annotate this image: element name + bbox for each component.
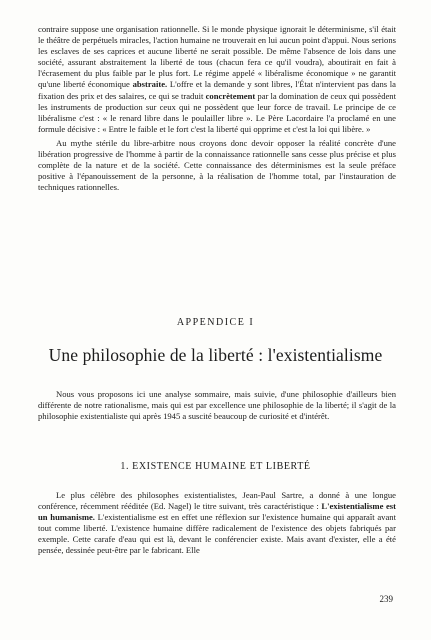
chapter-title: Une philosophie de la liberté : l'existentialisme	[48, 345, 383, 365]
page-number: 239	[379, 594, 393, 604]
paragraph-liberation: Au mythe stérile du libre-arbitre nous croyons donc devoir opposer la réalité concrète d'une libération progressive de l'homme à partir de la connaissance rationnelle sans cesse plus précise et plus complète de la nature et de la société. Cette connaissance des déterminismes est la seule préface positive à l'épanouissement de la personne, à la réalisation de l'homme total, par l'instauration de techniques rationnelles.	[38, 137, 396, 193]
paragraph-determinism	[38, 24, 396, 135]
text-span: L'offre et la demande y sont libres, l'État n'intervient pas dans la fixation des prix et des salaires, ce qui se traduit	[38, 79, 396, 101]
appendix-label: APPENDICE I	[176, 317, 255, 328]
text-span: L'existentialisme est en effet une réflexion sur l'existence humaine qui apparaît avant tout comme liberté. L'existence humaine diffère radicalement de l'existence des objets fabriqués par exemple. Cette carafe d'eau qui est là, devant le conférencier existe. Mais avant d'exister, elle a été pensée, dessinée peut-être par le fabricant. Elle	[38, 512, 396, 556]
text-span: Le plus célèbre des philosophes existentialistes, Jean-Paul Sartre, a donné à une longue conférence, récemment rééditée (Ed. Nagel) le titre suivant, très caractéristique :	[38, 490, 396, 512]
bold-text: concrètement	[205, 90, 256, 101]
section-paragraph	[38, 490, 396, 557]
bold-text: L'existentialisme est un humanisme.	[38, 501, 396, 523]
bold-text: abstraite.	[132, 79, 168, 90]
intro-block	[38, 389, 396, 422]
top-text-block	[38, 24, 396, 193]
section-heading: 1. EXISTENCE HUMAINE ET LIBERTÉ	[120, 461, 311, 472]
text-span: par la domination de ceux qui possèdent les instruments de production sur ceux qui ne possèdent que leur force de travail. Le principe de ce libéralisme c'est : « le renard libre dans le poulailler libre ». Le Père Lacordaire l'a proclamé en une formule décisive : « Entre le faible et le fort c'est la liberté qui opprime et c'est la loi qui libère. »	[38, 90, 396, 134]
section-text-block	[38, 490, 396, 557]
intro-paragraph: Nous vous proposons ici une analyse sommaire, mais suivie, d'une philosophie d'ailleurs bien différente de notre rationalisme, mais qui est par excellence une philosophie de la liberté; il s'agit de la philosophie existentialiste qui après 1945 a suscité beaucoup de curiosité et d'intérêt.	[38, 389, 396, 422]
text-span: contraire suppose une organisation rationnelle. Si le monde physique ignorait le déterminisme, s'il était le théâtre de perpétuels miracles, l'action humaine ne trouverait en lui aucun point d'appui. Nous serions les esclaves de ses caprices et aucune liberté ne serait possible. De même l'absence de lois dans une société, assurant abstraitement la liberté de tous (chacun fera ce qu'il voudra), aboutirait en fait à l'écrasement du plus faible par le plus fort. Le régime appelé « libéralisme économique » ne garantit qu'une liberté économique	[38, 24, 396, 90]
